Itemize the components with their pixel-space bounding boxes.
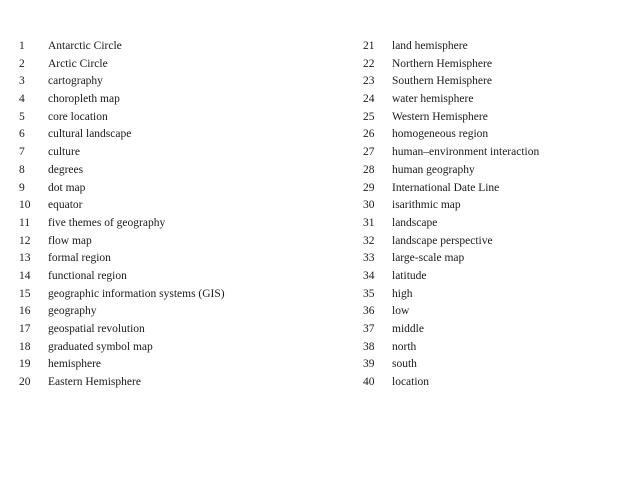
term-text: flow map	[48, 234, 92, 247]
term-number: 21	[363, 40, 375, 52]
term-row	[19, 38, 339, 56]
term-row	[363, 250, 633, 268]
term-number: 1	[19, 40, 25, 52]
term-row	[363, 233, 633, 251]
term-row	[19, 56, 339, 74]
term-row	[19, 197, 339, 215]
term-row	[19, 286, 339, 304]
term-text: water hemisphere	[392, 93, 474, 106]
term-row	[363, 321, 633, 339]
term-row	[363, 197, 633, 215]
term-number: 28	[363, 163, 375, 176]
term-number: 20	[19, 376, 31, 389]
term-row	[19, 250, 339, 268]
term-number: 38	[363, 340, 375, 353]
term-text: latitude	[392, 269, 427, 282]
term-text: Arctic Circle	[48, 57, 108, 70]
term-text: core location	[48, 110, 108, 123]
term-number: 9	[19, 181, 25, 194]
term-row	[19, 144, 339, 162]
term-text: Northern Hemisphere	[392, 57, 492, 70]
term-text: equator	[48, 199, 83, 212]
term-text: functional region	[48, 269, 127, 282]
term-row	[363, 38, 633, 56]
term-text: human–environment interaction	[392, 146, 540, 159]
term-number: 33	[363, 252, 375, 265]
term-number: 5	[19, 110, 25, 123]
term-number: 2	[19, 57, 25, 70]
term-row	[363, 126, 633, 144]
term-text: formal region	[48, 252, 111, 265]
term-row	[19, 339, 339, 357]
term-number: 14	[19, 269, 31, 282]
term-number: 35	[363, 287, 375, 300]
term-text: Antarctic Circle	[48, 40, 122, 52]
term-text: cultural landscape	[48, 128, 132, 141]
term-number: 23	[363, 75, 375, 88]
term-number: 13	[19, 252, 31, 265]
term-number: 10	[19, 199, 31, 212]
term-text: geospatial revolution	[48, 323, 145, 335]
term-number: 36	[363, 305, 375, 318]
term-number: 8	[19, 163, 25, 176]
term-row	[363, 109, 633, 127]
term-row	[19, 215, 339, 233]
term-list-left	[19, 38, 339, 392]
term-text: dot map	[48, 181, 86, 194]
term-number: 26	[363, 128, 375, 141]
term-row	[19, 303, 339, 321]
term-text: Eastern Hemisphere	[48, 376, 141, 389]
term-text: low	[392, 305, 410, 318]
term-text: landscape	[392, 216, 438, 229]
term-number: 15	[19, 287, 31, 300]
term-text: Western Hemisphere	[392, 110, 488, 123]
term-text: south	[392, 358, 417, 371]
term-number: 11	[19, 216, 31, 229]
term-text: cartography	[48, 75, 103, 88]
term-row	[19, 162, 339, 180]
term-row	[19, 91, 339, 109]
term-number: 18	[19, 340, 31, 353]
term-number: 4	[19, 93, 25, 106]
term-row	[19, 180, 339, 198]
term-number: 34	[363, 269, 375, 282]
term-text: high	[392, 287, 413, 300]
term-number: 6	[19, 128, 25, 141]
term-text: location	[392, 376, 430, 389]
term-number: 24	[363, 93, 375, 106]
term-number: 39	[363, 358, 375, 371]
term-text: graduated symbol map	[48, 340, 153, 353]
term-text: human geography	[392, 163, 475, 176]
term-row	[363, 73, 633, 91]
term-text: degrees	[48, 163, 84, 176]
term-number: 37	[363, 323, 375, 335]
term-row	[363, 162, 633, 180]
term-number: 30	[363, 199, 375, 212]
term-text: homogeneous region	[392, 128, 489, 141]
term-number: 16	[19, 305, 31, 318]
term-row	[19, 356, 339, 374]
term-number: 25	[363, 110, 375, 123]
term-row	[19, 126, 339, 144]
term-number: 17	[19, 323, 31, 335]
term-text: International Date Line	[392, 181, 500, 194]
term-row	[363, 91, 633, 109]
term-number: 40	[363, 376, 375, 389]
term-row	[363, 374, 633, 392]
term-row	[363, 56, 633, 74]
term-list-right	[363, 38, 633, 392]
term-row	[363, 268, 633, 286]
term-row	[363, 144, 633, 162]
term-number: 32	[363, 234, 375, 247]
term-row	[363, 215, 633, 233]
term-number: 27	[363, 146, 375, 159]
term-row	[19, 73, 339, 91]
term-number: 31	[363, 216, 375, 229]
term-row	[19, 374, 339, 392]
term-row	[363, 286, 633, 304]
term-text: Southern Hemisphere	[392, 75, 492, 88]
term-number: 3	[19, 75, 25, 88]
term-text: north	[392, 340, 417, 353]
term-number: 12	[19, 234, 31, 247]
term-row	[363, 339, 633, 357]
term-text: middle	[392, 323, 424, 335]
term-text: five themes of geography	[48, 216, 166, 229]
term-row	[19, 109, 339, 127]
term-number: 29	[363, 181, 375, 194]
term-row	[363, 356, 633, 374]
term-number: 7	[19, 146, 25, 159]
term-text: land hemisphere	[392, 40, 468, 52]
term-text: culture	[48, 146, 80, 159]
term-text: isarithmic map	[392, 199, 461, 212]
term-text: geographic information systems (GIS)	[48, 287, 225, 300]
term-number: 22	[363, 57, 375, 70]
term-text: geography	[48, 305, 97, 318]
term-row	[363, 180, 633, 198]
term-text: hemisphere	[48, 358, 102, 371]
term-number: 19	[19, 358, 31, 371]
term-row	[19, 233, 339, 251]
term-text: large-scale map	[392, 252, 465, 265]
term-row	[19, 268, 339, 286]
term-row	[363, 303, 633, 321]
term-text: landscape perspective	[392, 234, 493, 247]
term-row	[19, 321, 339, 339]
term-text: choropleth map	[48, 93, 120, 106]
